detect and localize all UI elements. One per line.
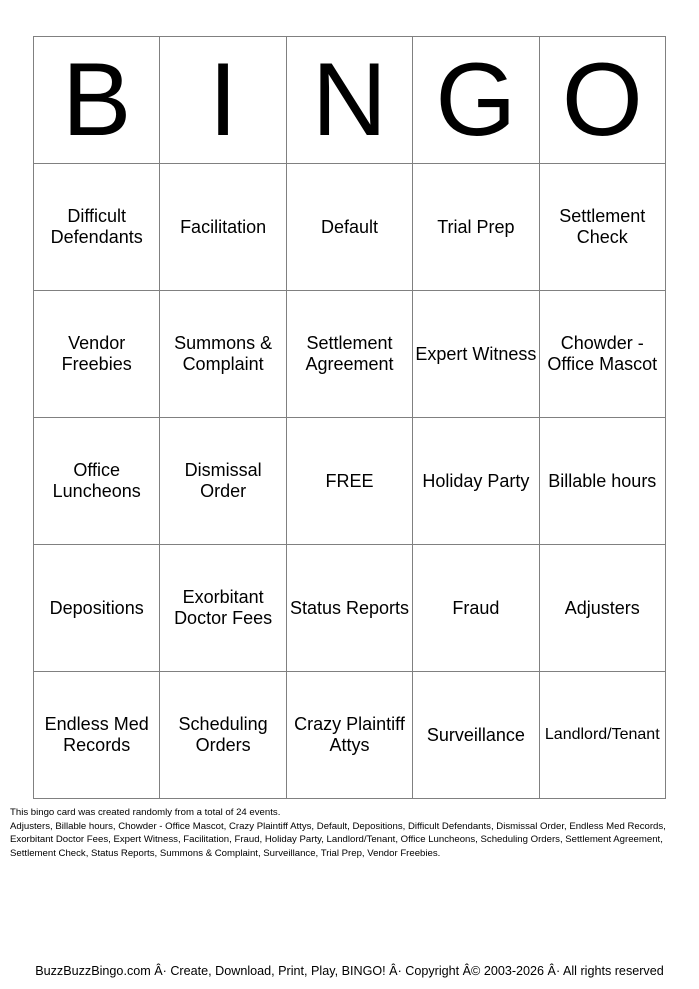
- header-letter-g: G: [413, 37, 539, 164]
- bingo-square: Endless Med Records: [34, 672, 160, 799]
- footnote-event-list: Adjusters, Billable hours, Chowder - Office Mascot, Crazy Plaintiff Attys, Default, Depositions, Difficult Defendants, Dismissal Order, Endless Med Records,: [10, 820, 666, 832]
- bingo-square: Billable hours: [539, 418, 665, 545]
- bingo-square: Facilitation: [160, 164, 286, 291]
- footnote-summary: This bingo card was created randomly from a total of 24 events.: [10, 807, 281, 818]
- bingo-square: Landlord/Tenant: [539, 672, 665, 799]
- bingo-row-1: [34, 164, 666, 291]
- header-letter-o: O: [539, 37, 665, 164]
- bingo-square: Dismissal Order: [160, 418, 286, 545]
- bingo-header-row: [34, 37, 666, 164]
- bingo-square: Depositions: [34, 545, 160, 672]
- footnote-event-list: Settlement Check, Status Reports, Summons & Complaint, Surveillance, Trial Prep, Vendor Freebies.: [10, 847, 441, 859]
- header-letter-i: I: [160, 37, 286, 164]
- bingo-square: Expert Witness: [413, 291, 539, 418]
- bingo-square: Summons & Complaint: [160, 291, 286, 418]
- bingo-square: Settlement Check: [539, 164, 665, 291]
- copyright-footer: BuzzBuzzBingo.com Â· Create, Download, Print, Play, BINGO! Â· Copyright Â© 2003-2026 Â· All rights reserved: [35, 964, 664, 978]
- bingo-square: Vendor Freebies: [34, 291, 160, 418]
- header-letter-b: B: [34, 37, 160, 164]
- bingo-square: Office Luncheons: [34, 418, 160, 545]
- bingo-row-2: [34, 291, 666, 418]
- header-letter-n: N: [286, 37, 412, 164]
- free-square: FREE: [286, 418, 412, 545]
- bingo-square: Difficult Defendants: [34, 164, 160, 291]
- bingo-square: Settlement Agreement: [286, 291, 412, 418]
- bingo-row-3: [34, 418, 666, 545]
- footnote-event-list: Exorbitant Doctor Fees, Expert Witness, Facilitation, Fraud, Holiday Party, Landlord/Tenant, Office Luncheons, Scheduling Orders, Settlement Agreement,: [10, 834, 663, 846]
- card-footnote: [10, 806, 680, 860]
- bingo-square: Surveillance: [413, 672, 539, 799]
- bingo-square: Holiday Party: [413, 418, 539, 545]
- bingo-card: [33, 36, 666, 799]
- bingo-square: Crazy Plaintiff Attys: [286, 672, 412, 799]
- bingo-square: Scheduling Orders: [160, 672, 286, 799]
- bingo-square: Adjusters: [539, 545, 665, 672]
- bingo-square: Exorbitant Doctor Fees: [160, 545, 286, 672]
- bingo-square: Trial Prep: [413, 164, 539, 291]
- bingo-row-4: [34, 545, 666, 672]
- bingo-square: Fraud: [413, 545, 539, 672]
- bingo-square: Chowder - Office Mascot: [539, 291, 665, 418]
- bingo-row-5: [34, 672, 666, 799]
- bingo-square: Status Reports: [286, 545, 412, 672]
- bingo-square: Default: [286, 164, 412, 291]
